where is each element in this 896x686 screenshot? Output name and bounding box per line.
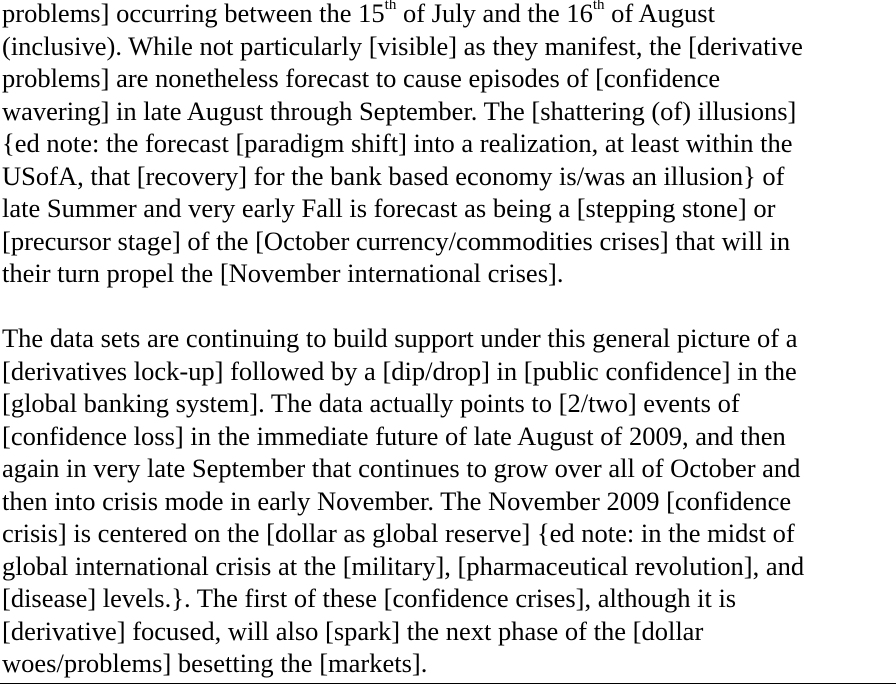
- superscript-ordinal: th: [592, 0, 605, 14]
- paragraph-2-line-4: [confidence loss] in the immediate future of late August of 2009, and then: [2, 420, 786, 451]
- superscript-ordinal: th: [384, 0, 397, 14]
- paragraph-2-line-11: woes/problems] besetting the [markets].: [2, 648, 428, 678]
- paragraph-1-line-9: their turn propel the [November international crises].: [2, 258, 564, 288]
- paragraph-2-line-5: again in very late September that continues to grow over all of October and: [2, 453, 801, 483]
- paragraph-1-line-3: problems] are nonetheless forecast to cause episodes of [confidence: [2, 63, 721, 93]
- paragraph-1-line-4: wavering] in late August through September. The [shattering (of) illusions]: [2, 95, 797, 126]
- paragraph-2-line-8: global international crisis at the [military], [pharmaceutical revolution], and: [2, 550, 805, 581]
- paragraph-1-line-6: USofA, that [recovery] for the bank based economy is/was an illusion} of: [2, 160, 785, 191]
- paragraph-2-line-2: [derivatives lock-up] followed by a [dip/drop] in [public confidence] in the: [2, 355, 797, 386]
- line-text: problems] occurring between the 15: [2, 0, 385, 28]
- line-text: of August: [604, 0, 715, 28]
- paragraph-2-line-1: The data sets are continuing to build support under this general picture of a: [2, 323, 798, 353]
- document-page: [2, 0, 892, 680]
- paragraph-2-line-7: crisis] is centered on the [dollar as global reserve] {ed note: in the midst of: [2, 518, 795, 548]
- paragraph-2-line-9: [disease] levels.}. The first of these [confidence crises], although it is: [2, 583, 737, 613]
- paragraph-2-line-3: [global banking system]. The data actually points to [2/two] events of: [2, 388, 740, 418]
- line-text: of July and the 16: [396, 0, 593, 28]
- paragraph-1-line-1: [2, 0, 892, 30]
- paragraph-1-line-7: late Summer and very early Fall is forecast as being a [stepping stone] or: [2, 193, 776, 223]
- paragraph-2-line-10: [derivative] focused, will also [spark] the next phase of the [dollar: [2, 615, 704, 646]
- paragraph-1: [2, 0, 892, 290]
- paragraph-2-line-6: then into crisis mode in early November. The November 2009 [confidence: [2, 485, 792, 516]
- paragraph-1-line-5: {ed note: the forecast [paradigm shift] into a realization, at least within the: [2, 128, 793, 158]
- paragraph-1-line-2: (inclusive). While not particularly [visible] as they manifest, the [derivative: [2, 30, 803, 61]
- paragraph-gap: [2, 290, 892, 323]
- bottom-divider: [0, 683, 896, 684]
- paragraph-2: [2, 322, 892, 680]
- paragraph-1-line-8: [precursor stage] of the [October currency/commodities crises] that will in: [2, 225, 791, 256]
